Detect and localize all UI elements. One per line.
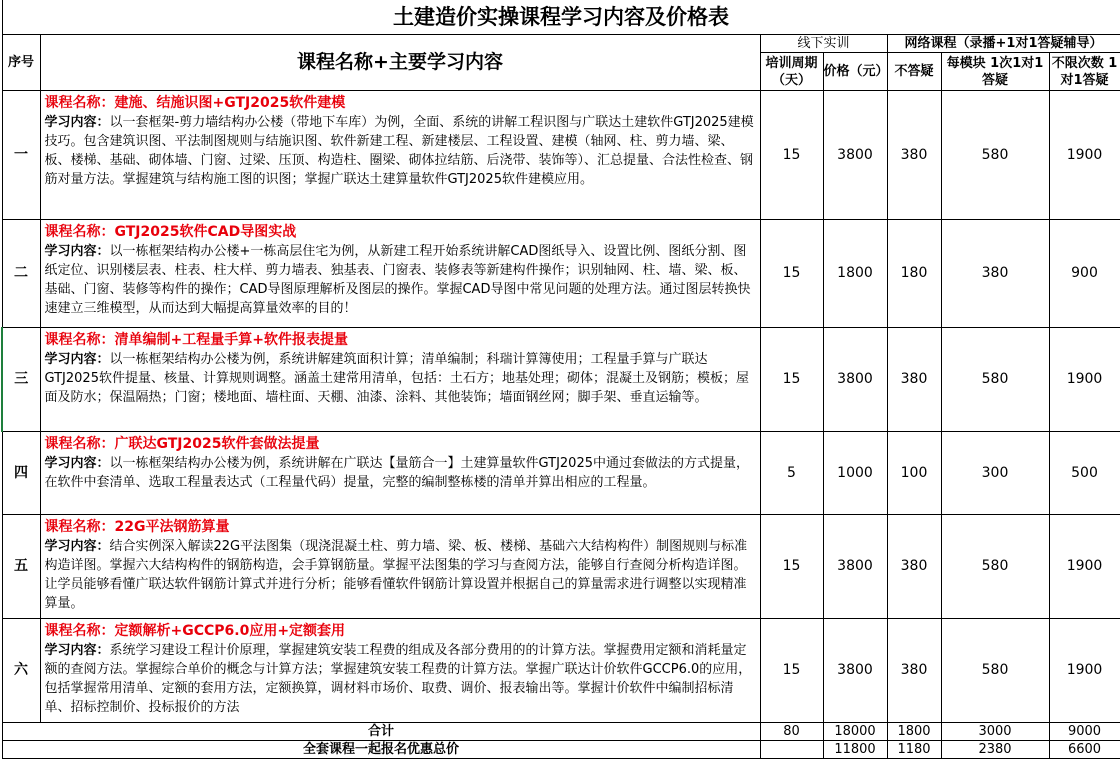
cell-per-module: 580 xyxy=(941,619,1049,723)
header-price: 价格（元） xyxy=(823,53,887,91)
course-name: 课程名称：广联达GTJ2025软件套做法提量 xyxy=(44,436,320,452)
cell-per-module: 580 xyxy=(941,515,1049,619)
discount-label: 全套课程一起报名优惠总价 xyxy=(2,741,760,759)
total-period: 80 xyxy=(760,723,823,741)
cell-no-qa: 380 xyxy=(887,515,941,619)
content-label: 学习内容： xyxy=(44,539,110,554)
content-label: 学习内容： xyxy=(44,352,110,367)
header-online-group: 网络课程（录播+1对1答疑辅导） xyxy=(887,35,1120,53)
row-content xyxy=(40,619,760,723)
content-text: 以一栋框架结构办公楼+一栋高层住宅为例，从新建工程开始系统讲解CAD图纸导入、设置比例、图纸分割、图纸定位、识别楼层表、柱表、柱大样、剪力墙表、独基表、门窗表、装修表等新建构件操作；识别轴网、柱、墙、梁、板、基础、门窗、装修等构件的操作；CAD导图原理解析及图层的操作。掌握CAD导图中常见问题的处理方法。通过图层转换快速建立三维模型，从而达到大幅提高算量效率的目的！ xyxy=(44,244,751,316)
cell-per-module: 580 xyxy=(941,91,1049,220)
cell-no-qa: 100 xyxy=(887,432,941,515)
row-seq: 一 xyxy=(2,91,40,220)
table-row xyxy=(2,515,1120,619)
course-name: 课程名称：22G平法钢筋算量 xyxy=(44,519,230,535)
cell-price: 1800 xyxy=(823,220,887,328)
discount-per-module: 2380 xyxy=(941,741,1049,759)
content-text: 结合实例深入解读22G平法图集（现浇混凝土柱、剪力墙、梁、板、楼梯、基础六大结构构件）制图规则与标准构造详图。掌握六大结构构件的钢筋构造，会手算钢筋量。掌握平法图集的学习与查阅方法，能够自行查阅分析构造详图。让学员能够看懂广联达软件钢筋计算式并进行分析；能够看懂软件钢筋计算设置并根据自己的算量需求进行调整以实现精准算量。 xyxy=(44,539,748,611)
cell-unlimited: 1900 xyxy=(1049,328,1120,432)
header-offline-group: 线下实训 xyxy=(760,35,887,53)
cell-period: 15 xyxy=(760,91,823,220)
content-text: 以一栋框架结构办公楼为例，系统讲解建筑面积计算；清单编制；科瑞计算簿使用；工程量手算与广联达GTJ2025软件提量、核量、计算规则调整。涵盖土建常用清单，包括：土石方；地基处理；砌体；混凝土及钢筋；模板；屋面及防水；保温隔热；门窗；楼地面、墙柱面、天棚、油漆、涂料、其他装饰；墙面钢丝网；脚手架、垂直运输等。 xyxy=(44,352,749,405)
cell-period: 15 xyxy=(760,328,823,432)
content-text: 以一栋框架结构办公楼为例，系统讲解在广联达【量筋合一】土建算量软件GTJ2025中通过套做法的方式提量，在软件中套清单、选取工程量表达式（工程量代码）提量，完整的编制整栋楼的清单并算出相应的工程量。 xyxy=(44,456,749,490)
cell-per-module: 380 xyxy=(941,220,1049,328)
cell-unlimited: 500 xyxy=(1049,432,1120,515)
row-content xyxy=(40,328,760,432)
content-label: 学习内容： xyxy=(44,244,110,259)
header-no-qa: 不答疑 xyxy=(887,53,941,91)
page-title: 土建造价实操课程学习内容及价格表 xyxy=(2,0,1120,35)
table-row xyxy=(2,328,1120,432)
table-row xyxy=(2,220,1120,328)
course-name: 课程名称：建施、结施识图+GTJ2025软件建模 xyxy=(44,95,346,111)
content-text: 系统学习建设工程计价原理，掌握建筑安装工程费的组成及各部分费用的的计算方法。掌握费用定额和消耗量定额的查阅方法。掌握综合单价的概念与计算方法；掌握建筑安装工程费的计算方法。掌握广联达计价软件GCCP6.0的应用，包括掌握常用清单、定额的套用方法，定额换算，调材料市场价、取费、调价、报表输出等。掌握计价软件中编制招标清单、招标控制价、投标报价的方法 xyxy=(44,643,752,715)
discount-price: 11800 xyxy=(823,741,887,759)
table-row xyxy=(2,432,1120,515)
row-content xyxy=(40,432,760,515)
cell-no-qa: 380 xyxy=(887,619,941,723)
total-label: 合计 xyxy=(2,723,760,741)
cell-unlimited: 1900 xyxy=(1049,91,1120,220)
cell-period: 15 xyxy=(760,619,823,723)
row-seq: 五 xyxy=(2,515,40,619)
total-per-module: 3000 xyxy=(941,723,1049,741)
cell-per-module: 580 xyxy=(941,328,1049,432)
cell-price: 3800 xyxy=(823,328,887,432)
table-row xyxy=(2,91,1120,220)
cell-no-qa: 180 xyxy=(887,220,941,328)
row-seq: 二 xyxy=(2,220,40,328)
discount-period-empty xyxy=(760,741,823,759)
discount-row xyxy=(2,741,1120,759)
cell-unlimited: 1900 xyxy=(1049,619,1120,723)
discount-no-qa: 1180 xyxy=(887,741,941,759)
cell-no-qa: 380 xyxy=(887,91,941,220)
row-seq: 六 xyxy=(2,619,40,723)
header-unlimited: 不限次数 1对1答疑 xyxy=(1049,53,1120,91)
row-content xyxy=(40,220,760,328)
cell-per-module: 300 xyxy=(941,432,1049,515)
total-no-qa: 1800 xyxy=(887,723,941,741)
cell-price: 3800 xyxy=(823,91,887,220)
course-name: 课程名称：定额解析+GCCP6.0应用+定额套用 xyxy=(44,623,346,639)
row-content xyxy=(40,515,760,619)
total-unlimited: 9000 xyxy=(1049,723,1120,741)
course-name: 课程名称：GTJ2025软件CAD导图实战 xyxy=(44,224,297,240)
course-name: 课程名称：清单编制+工程量手算+软件报表提量 xyxy=(44,332,348,348)
discount-unlimited: 6600 xyxy=(1049,741,1120,759)
row-seq: 四 xyxy=(2,432,40,515)
cell-price: 3800 xyxy=(823,619,887,723)
content-label: 学习内容： xyxy=(44,115,110,130)
content-label: 学习内容： xyxy=(44,643,110,658)
cell-period: 15 xyxy=(760,515,823,619)
cell-period: 15 xyxy=(760,220,823,328)
cell-price: 1000 xyxy=(823,432,887,515)
header-seq: 序号 xyxy=(2,35,40,91)
cell-period: 5 xyxy=(760,432,823,515)
cell-unlimited: 900 xyxy=(1049,220,1120,328)
total-row xyxy=(2,723,1120,741)
header-per-module: 每模块 1次1对1答疑 xyxy=(941,53,1049,91)
row-seq: 三 xyxy=(2,328,40,432)
content-text: 以一套框架-剪力墙结构办公楼（带地下车库）为例，全面、系统的讲解工程识图与广联达土建软件GTJ2025建模技巧。包含建筑识图、平法制图规则与结施识图、软件新建工程、新建楼层、工程设置、建模（轴网、柱、剪力墙、梁、板、楼梯、基础、砌体墙、门窗、过梁、压顶、构造柱、圈梁、砌体拉结筋、后浇带、装饰等）、汇总提量、合法性检查、钢筋对量方法。掌握建筑与结构施工图的识图；掌握广联达土建算量软件GTJ2025软件建模应用。 xyxy=(44,115,754,187)
cell-unlimited: 1900 xyxy=(1049,515,1120,619)
table-row xyxy=(2,619,1120,723)
total-price: 18000 xyxy=(823,723,887,741)
header-course: 课程名称+主要学习内容 xyxy=(40,35,760,91)
price-table xyxy=(1,0,1120,759)
header-period: 培训周期（天） xyxy=(760,53,823,91)
cell-price: 3800 xyxy=(823,515,887,619)
content-label: 学习内容： xyxy=(44,456,110,471)
cell-no-qa: 380 xyxy=(887,328,941,432)
row-content xyxy=(40,91,760,220)
